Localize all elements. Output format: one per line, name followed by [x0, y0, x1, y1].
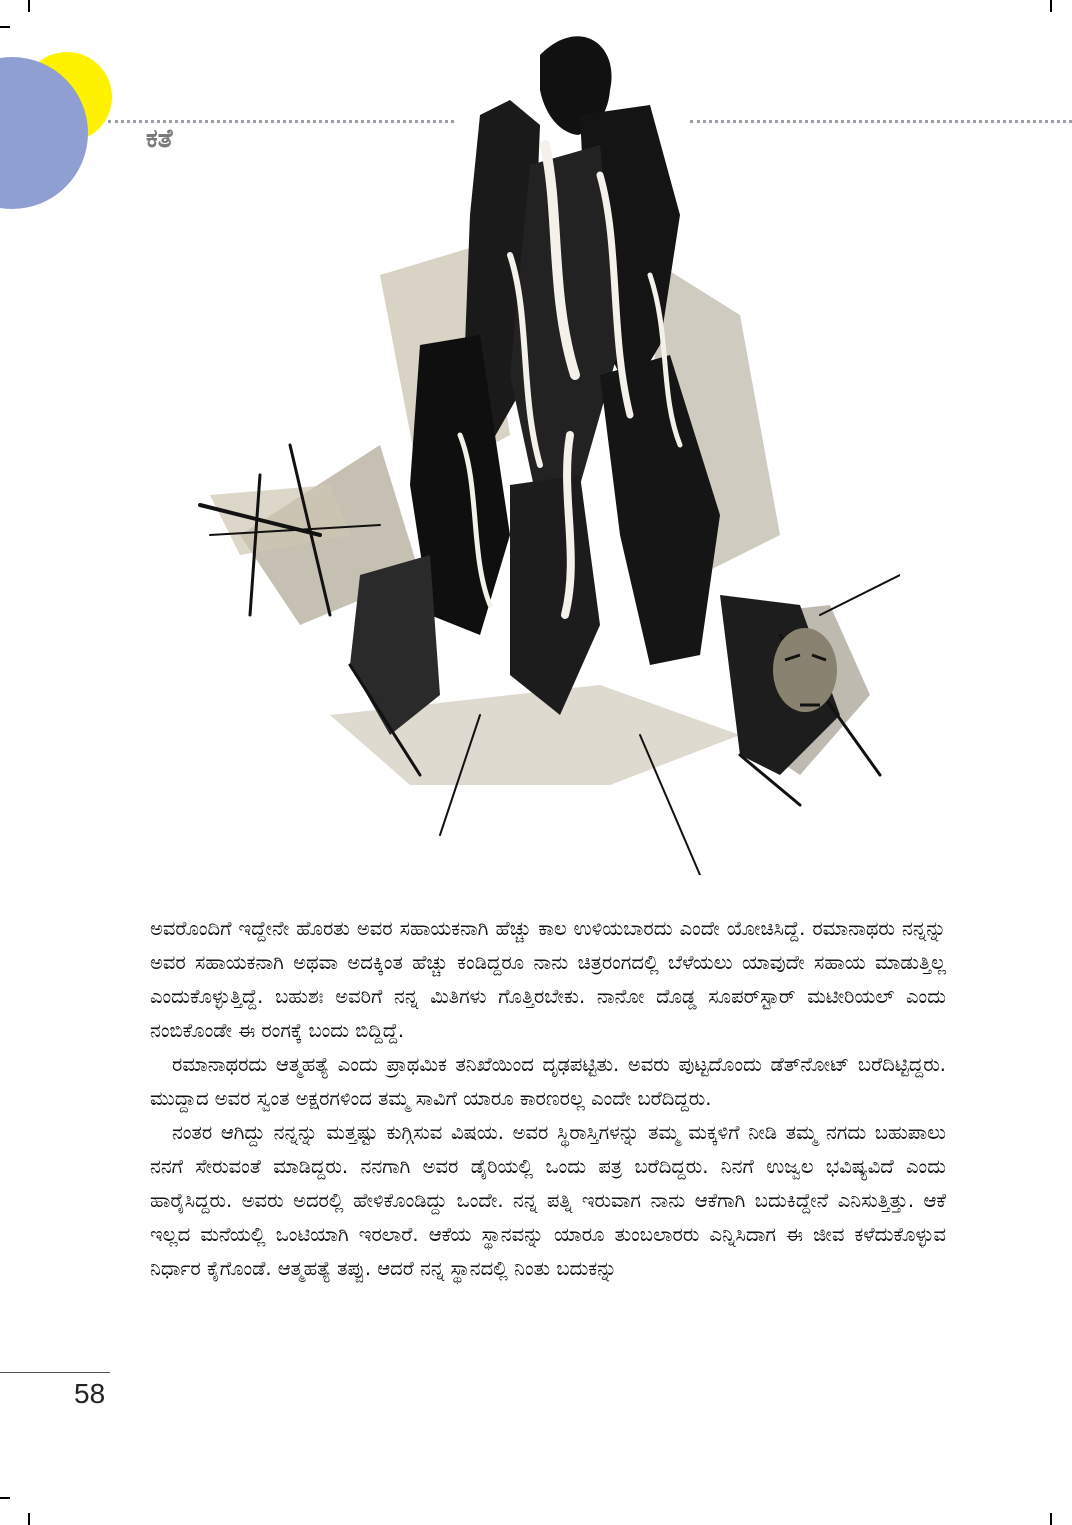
paragraph-3: ನಂತರ ಆಗಿದ್ದು ನನ್ನನ್ನು ಮತ್ತಷ್ಟು ಕುಗ್ಗಿಸುವ ವಿಷಯ. ಅವರ ಸ್ಥಿರಾಸ್ತಿಗಳನ್ನು ತಮ್ಮ ಮಕ್ಕಳಿಗೆ ನೀಡಿ ತಮ್ಮ ನಗದು ಬಹುಪಾಲು ನನಗೆ ಸೇರುವಂತೆ ಮಾಡಿದ್ದರು. ನನಗಾಗಿ ಅವರ ಡೈರಿಯಲ್ಲಿ ಒಂದು ಪತ್ರ ಬರೆದಿದ್ದರು. ನಿನಗೆ ಉಜ್ವಲ ಭವಿಷ್ಯವಿದೆ ಎಂದು ಹಾರೈಸಿದ್ದರು. ಅವರು ಅದರಲ್ಲಿ ಹೇಳಿಕೊಂಡಿದ್ದು ಒಂದೇ. ನನ್ನ ಪತ್ನಿ ಇರುವಾಗ ನಾನು ಆಕೆಗಾಗಿ ಬದುಕಿದ್ದೇನೆ ಎನಿಸುತ್ತಿತ್ತು. ಆಕೆ ಇಲ್ಲದ ಮನೆಯಲ್ಲಿ ಒಂಟಿಯಾಗಿ ಇರಲಾರೆ. ಆಕೆಯ ಸ್ಥಾನವನ್ನು ಯಾರೂ ತುಂಬಲಾರರು ಎನ್ನಿಸಿದಾಗ ಈ ಜೀವ ಕಳೆದುಕೊಳ್ಳುವ ನಿರ್ಧಾರ ಕೈಗೊಂಡೆ. ಆತ್ಮಹತ್ಯೆ ತಪ್ಪು. ಆದರೆ ನನ್ನ ಸ್ಥಾನದಲ್ಲಿ ನಿಂತು ಬದುಕನ್ನು — [150, 1121, 946, 1280]
crop-mark-bottom-right — [1050, 1513, 1052, 1525]
section-label: ಕತೆ — [146, 124, 173, 154]
story-illustration — [180, 15, 900, 875]
face-sketch — [773, 628, 837, 712]
page-number: 58 — [74, 1378, 106, 1409]
crop-mark-bottom-left — [28, 1513, 30, 1525]
figure-shadows — [350, 36, 840, 775]
article-body — [150, 912, 946, 1286]
decorative-circles — [0, 0, 130, 220]
crop-mark-top-right — [1050, 0, 1052, 12]
paragraph-1: ಅವರೊಂದಿಗೆ ಇದ್ದೇನೇ ಹೊರತು ಅವರ ಸಹಾಯಕನಾಗಿ ಹೆಚ್ಚು ಕಾಲ ಉಳಿಯಬಾರದು ಎಂದೇ ಯೋಚಿಸಿದ್ದೆ. ರಮಾನಾಥರು ನನ್ನನ್ನು ಅವರ ಸಹಾಯಕನಾಗಿ ಅಥವಾ ಅದಕ್ಕಿಂತ ಹೆಚ್ಚು ಕಂಡಿದ್ದರೂ ನಾನು ಚಿತ್ರರಂಗದಲ್ಲಿ ಬೆಳೆಯಲು ಯಾವುದೇ ಸಹಾಯ ಮಾಡುತ್ತಿಲ್ಲ ಎಂದುಕೊಳ್ಳುತ್ತಿದ್ದೆ. ಬಹುಶಃ ಅವರಿಗೆ ನನ್ನ ಮಿತಿಗಳು ಗೊತ್ತಿರಬೇಕು. ನಾನೋ ದೊಡ್ಡ ಸೂಪರ್‌ಸ್ಟಾರ್ ಮಟೀರಿಯಲ್ ಎಂದು ನಂಬಿಕೊಂಡೇ ಈ ರಂಗಕ್ಕೆ ಬಂದು ಬಿದ್ದಿದ್ದೆ. — [150, 917, 946, 1042]
footer-rule — [0, 1372, 110, 1373]
paragraph-2: ರಮಾನಾಥರದು ಆತ್ಮಹತ್ಯೆ ಎಂದು ಪ್ರಾಥಮಿಕ ತನಿಖೆಯಿಂದ ದೃಢಪಟ್ಟಿತು. ಅವರು ಪುಟ್ಟದೊಂದು ಡೆತ್‌ನೋಟ್ ಬರೆದಿಟ್ಟಿದ್ದರು. ಮುದ್ದಾದ ಅವರ ಸ್ವಂತ ಅಕ್ಷರಗಳಿಂದ ತಮ್ಮ ಸಾವಿಗೆ ಯಾರೂ ಕಾರಣರಲ್ಲ ಎಂದೇ ಬರೆದಿದ್ದರು. — [150, 1053, 946, 1110]
crop-mark-left-lower — [0, 1497, 10, 1499]
